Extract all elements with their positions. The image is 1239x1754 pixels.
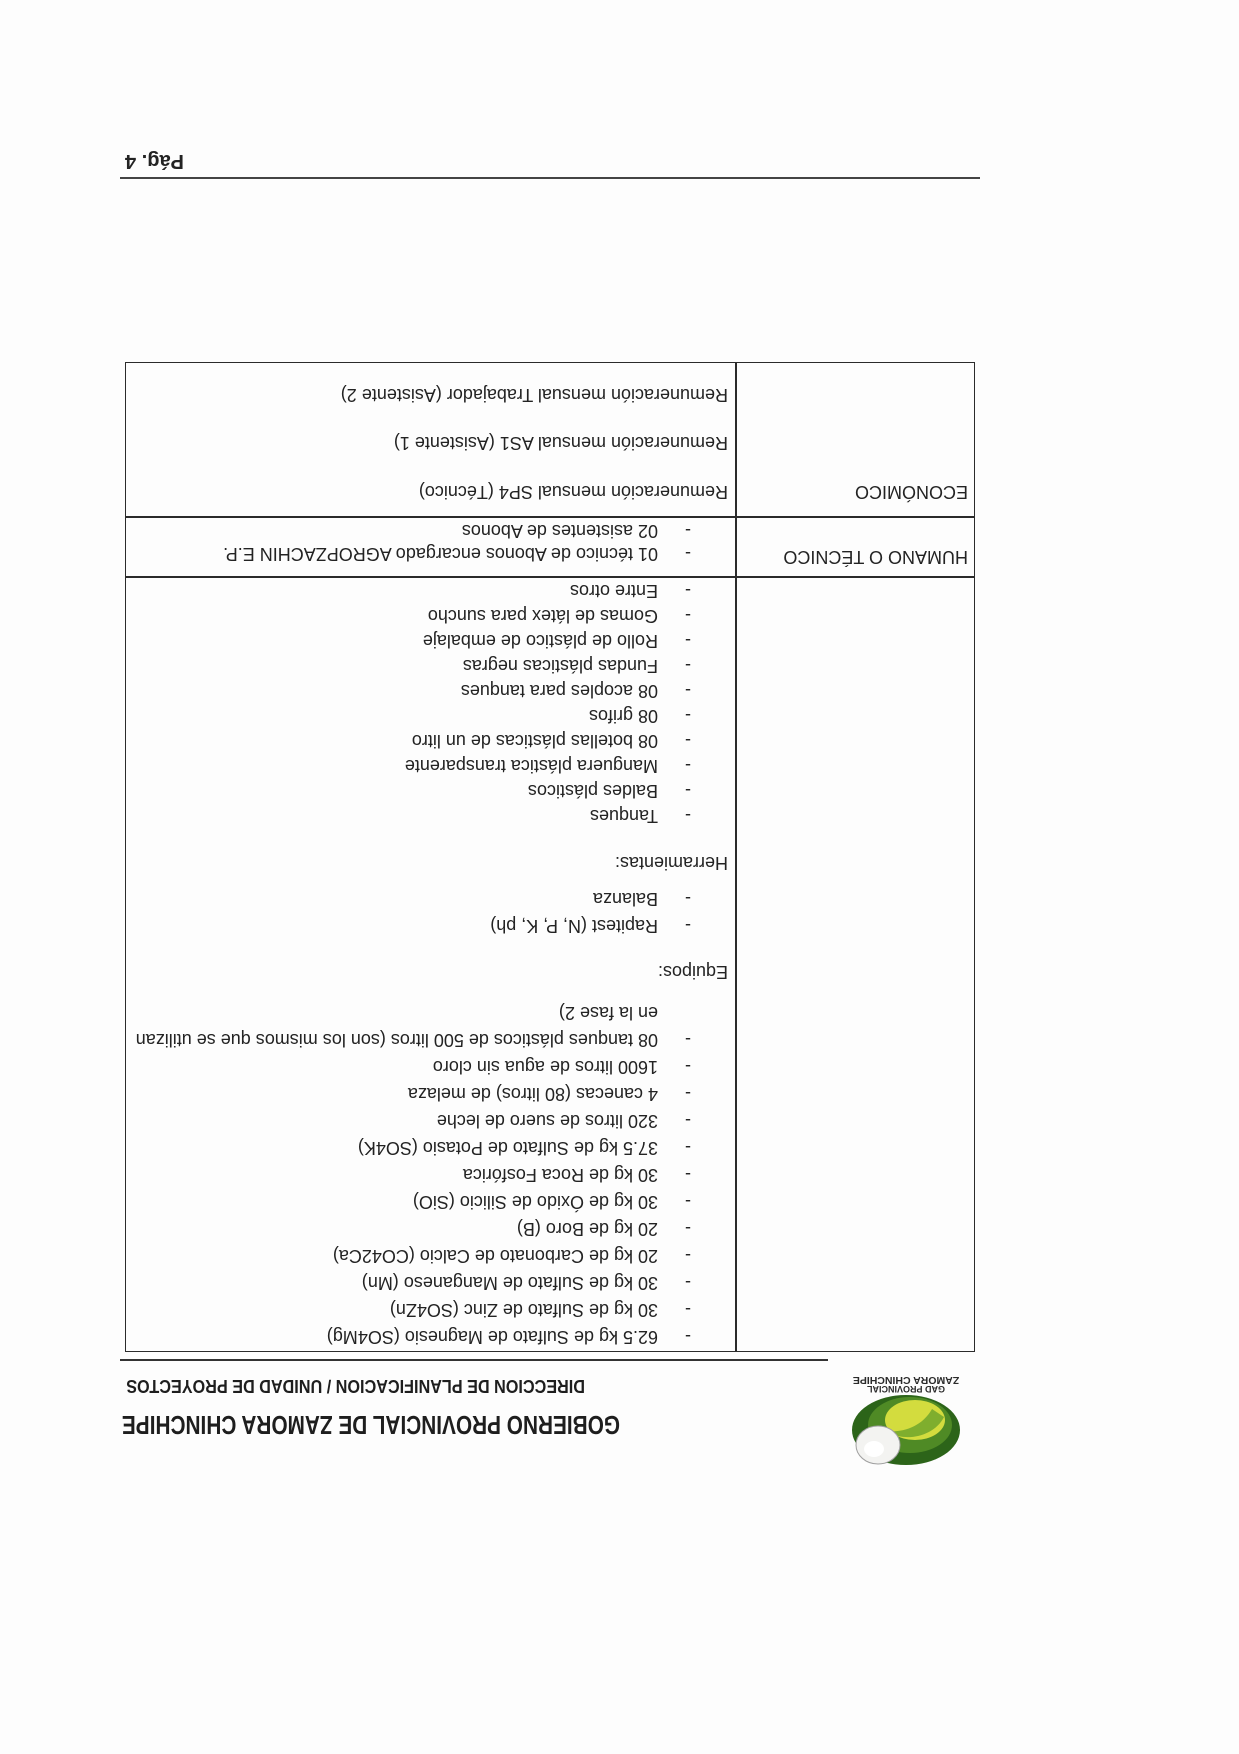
herramientas-heading: Herramientas: [614,853,728,873]
equipo-text: Rapitest (N, P, K, ph) [490,916,658,936]
economico-line: Remuneración mensual SP4 (Técnico) [418,482,728,502]
list-dash: - [685,1030,691,1050]
list-item [125,728,728,753]
list-item [125,628,728,653]
material-text: 37.5 kg de Sulfato de Potasio (SO4K) [357,1138,658,1158]
material-text: 4 canecas (80 litros) de melaza [407,1084,658,1104]
list-item [125,603,728,628]
material-text: 30 kg de Sulfato de Manganeso (Mn) [361,1273,658,1293]
herramienta-text: 08 grifos [588,706,658,726]
herramienta-text: 08 botellas plásticas de un litro [411,731,658,751]
herramienta-text: Entre otros [569,581,658,601]
list-dash: - [685,1192,691,1212]
herramientas-list [125,578,728,828]
humano-text: 02 asistentes de Abonos [461,521,658,541]
list-dash: - [685,681,691,701]
material-text: 08 tanques plásticos de 500 litros (son los mismos que se utilizan en la fase 2) [135,1003,658,1050]
humano-text: 01 técnico de Abonos encargado AGROPZACHIN E.P. [223,544,658,564]
economico-line: Remuneración mensual Trabajador (Asistente 2) [340,385,728,405]
page-title: GOBIERNO PROVINCIAL DE ZAMORA CHINCHIPE [121,1410,620,1440]
list-dash: - [685,1246,691,1266]
material-text: 62.5 kg de Sulfato de Magnesio (SO4Mg) [326,1327,658,1347]
list-dash: - [685,521,691,541]
equipos-heading: Equipos: [657,962,728,982]
list-dash: - [685,731,691,751]
list-item [125,1188,728,1215]
material-text: 30 kg de Óxido de Silicio (SiO) [412,1192,658,1212]
list-item [125,1134,728,1161]
list-dash: - [685,1111,691,1131]
herramienta-text: 08 acoples para tanques [460,681,658,701]
list-dash: - [685,1084,691,1104]
logo-text-line1: GAD PROVINCIAL [867,1384,946,1394]
list-dash: - [685,544,691,564]
material-text: 30 kg de Sulfato de Zinc (SO4Zn) [389,1300,658,1320]
herramienta-text: Gomas de látex para suncho [427,606,658,626]
logo-emblem [850,1393,962,1467]
list-item [125,1269,728,1296]
page-subtitle: DIRECCION DE PLANIFICACION / UNIDAD DE PROYECTOS [126,1376,585,1396]
list-item [125,519,728,542]
list-dash: - [685,1219,691,1239]
logo [850,1393,962,1467]
list-item [125,703,728,728]
list-item [125,803,728,828]
list-dash: - [685,606,691,626]
list-dash: - [685,889,691,909]
herramienta-text: Manguera plástica transparente [404,756,658,776]
footer-divider [120,178,980,180]
list-dash: - [685,781,691,801]
logo-text-line2: ZAMORA CHINCHIPE [852,1374,960,1386]
equipo-text: Balanza [592,889,658,909]
row-label-economico: ECONÓMICO [854,482,968,502]
list-dash: - [685,1327,691,1347]
list-dash: - [685,1300,691,1320]
material-text: 30 kg de Roca Fosfórica [462,1165,658,1185]
page-number: Pág. 4 [125,150,184,172]
herramienta-text: Tanques [589,806,658,826]
row-label-humano: HUMANO O TÉCNICO [783,547,968,567]
list-dash: - [685,916,691,936]
list-dash: - [685,656,691,676]
list-dash: - [685,806,691,826]
economico-line: Remuneración mensual AS1 (Asistente 1) [393,433,728,453]
list-item [125,778,728,803]
list-dash: - [685,581,691,601]
list-item [125,1080,728,1107]
list-dash: - [685,1273,691,1293]
material-text: 320 litros de suero de leche [436,1111,658,1131]
list-item [125,1296,728,1323]
list-dash: - [685,1165,691,1185]
material-text: 20 kg de Boro (B) [516,1219,658,1239]
materials-list [125,999,728,1350]
list-dash: - [685,706,691,726]
list-item [125,1323,728,1350]
list-dash: - [685,1138,691,1158]
header-divider [120,1359,828,1361]
material-text: 20 kg de Carbonato de Calcio (CO42Ca) [332,1246,658,1266]
table-row-divider [125,517,975,519]
list-item [125,1107,728,1134]
list-item [125,678,728,703]
herramienta-text: Baldes plásticos [527,781,658,801]
list-item [125,1053,728,1080]
table-column-divider [736,362,738,1352]
list-item [125,753,728,778]
equipos-list [125,885,728,939]
list-item [125,912,728,939]
material-text: 1600 litros de agua sin cloro [432,1057,658,1077]
herramienta-text: Fundas plásticas negras [462,656,658,676]
humano-list [125,519,728,565]
list-item [125,1215,728,1242]
list-item [125,653,728,678]
list-item [125,1242,728,1269]
list-dash: - [685,1057,691,1077]
list-dash: - [685,631,691,651]
list-item [125,999,728,1053]
list-item [125,1161,728,1188]
herramienta-text: Rollo de plástico de embalaje [422,631,658,651]
list-dash: - [685,756,691,776]
list-item [125,885,728,912]
list-item [125,542,728,565]
list-item [125,578,728,603]
